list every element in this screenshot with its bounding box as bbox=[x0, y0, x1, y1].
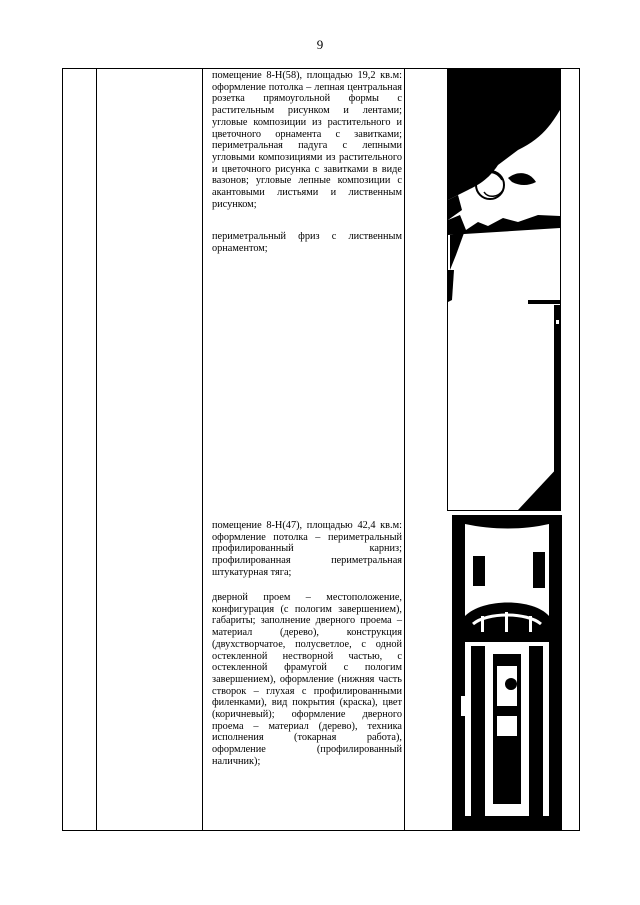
document-table bbox=[62, 68, 580, 831]
ceiling-stucco-icon bbox=[448, 70, 560, 510]
row1-description: помещение 8-Н(58), площадью 19,2 кв.м: оформление потолка – лепная центральная розетка прямоугольной формы с растительным рисунком и лентами; угловые композиции из растительного и цветочного орнамента с завитками; периметральная падуга с лепными угловыми композициями из растительного и цветочного рисунка с завитками в виде вазонов; угловые лепные композиции с акантовыми листьями и лиственным рисунком; bbox=[212, 70, 402, 210]
door-opening-photo bbox=[452, 515, 562, 831]
ceiling-stucco-photo bbox=[447, 69, 561, 511]
column-divider-2 bbox=[202, 69, 203, 830]
row2-description: помещение 8-Н(47), площадью 42,4 кв.м: оформление потолка – периметральный профилированный карниз; профилированная периметральная штукатурная тяга; bbox=[212, 520, 402, 578]
row2-door-description: дверной проем – местоположение, конфигурация (с пологим завершением), габариты; заполнение дверного проема – материал (дерево), конструкция (двухстворчатое, полусветлое, с одной остекленной нестворной частью, с остекленной фрамугой с пологим завершением), оформление (нижняя часть створок – глухая с профилированными филенками), вид покрытия (краска), цвет (коричневый); оформление дверного проема – материал (дерево), техника исполнения (токарная работа), оформление (профилированный наличник); bbox=[212, 592, 402, 767]
door-opening-icon bbox=[453, 516, 561, 830]
description-column bbox=[208, 69, 404, 830]
column-divider-3 bbox=[404, 69, 405, 830]
page-number: 9 bbox=[316, 37, 324, 52]
row1-frieze-description: периметральный фриз с лиственным орнаментом; bbox=[212, 231, 402, 254]
column-divider-1 bbox=[96, 69, 97, 830]
